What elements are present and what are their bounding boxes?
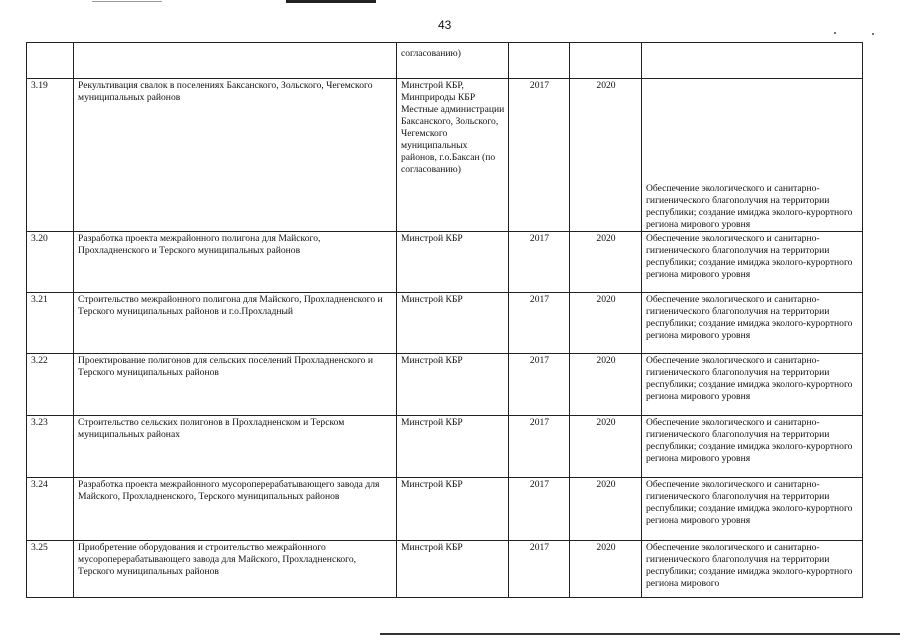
scan-artifact-bottom bbox=[380, 633, 900, 635]
row-activity: Строительство сельских полигонов в Прохладненском и Терском муниципальных районах bbox=[74, 416, 397, 478]
cell-end-year bbox=[570, 43, 642, 79]
table-row bbox=[27, 416, 863, 478]
row-number: 3.19 bbox=[27, 79, 74, 232]
table-row bbox=[27, 79, 863, 232]
row-executor: Минстрой КБР bbox=[397, 416, 509, 478]
cell-result bbox=[642, 43, 863, 79]
row-activity: Разработка проекта межрайонного полигона для Майского, Прохладненского и Терского муниципальных районов bbox=[74, 232, 397, 293]
row-activity: Рекультивация свалок в поселениях Баксанского, Зольского, Чегемского муниципальных районов bbox=[74, 79, 397, 232]
row-executor: Минстрой КБР bbox=[397, 232, 509, 293]
row-result: Обеспечение экологического и санитарно-гигиенического благополучия на территории республики; создание имиджа эколого-курортного региона мирового уровня bbox=[642, 354, 863, 416]
row-start-year: 2017 bbox=[509, 541, 570, 598]
row-end-year: 2020 bbox=[570, 293, 642, 354]
row-start-year: 2017 bbox=[509, 79, 570, 232]
cell-activity bbox=[74, 43, 397, 79]
row-executor: Минстрой КБР bbox=[397, 293, 509, 354]
row-number: 3.24 bbox=[27, 478, 74, 541]
row-start-year: 2017 bbox=[509, 354, 570, 416]
row-result: Обеспечение экологического и санитарно-гигиенического благополучия на территории республики; создание имиджа эколого-курортного региона мирового уровня bbox=[642, 416, 863, 478]
row-result: Обеспечение экологического и санитарно-гигиенического благополучия на территории республики; создание имиджа эколого-курортного региона мирового уровня bbox=[642, 478, 863, 541]
row-executor: Минстрой КБР, Минприроды КБР Местные администрации Баксанского, Зольского, Чегемского муниципальных районов, г.о.Баксан (по согласованию) bbox=[397, 79, 509, 232]
row-result: Обеспечение экологического и санитарно-гигиенического благополучия на территории республики; создание имиджа эколого-курортного региона мирового уровня bbox=[642, 79, 863, 232]
table-row bbox=[27, 354, 863, 416]
row-start-year: 2017 bbox=[509, 232, 570, 293]
row-start-year: 2017 bbox=[509, 293, 570, 354]
row-activity: Проектирование полигонов для сельских поселений Прохладненского и Терского муниципальных районов bbox=[74, 354, 397, 416]
row-number: 3.20 bbox=[27, 232, 74, 293]
table-row bbox=[27, 478, 863, 541]
cell-num bbox=[27, 43, 74, 79]
row-executor: Минстрой КБР bbox=[397, 478, 509, 541]
page-number: 43 bbox=[438, 18, 452, 32]
row-result: Обеспечение экологического и санитарно-гигиенического благополучия на территории республики; создание имиджа эколого-курортного региона мирового уровня bbox=[642, 232, 863, 293]
row-executor: Минстрой КБР bbox=[397, 541, 509, 598]
cell-executor bbox=[397, 43, 509, 79]
scan-artifact-top-left bbox=[92, 1, 162, 2]
row-end-year: 2020 bbox=[570, 416, 642, 478]
cell-start-year bbox=[509, 43, 570, 79]
measures-table bbox=[26, 42, 863, 598]
row-result: Обеспечение экологического и санитарно-гигиенического благополучия на территории республики; создание имиджа эколого-курортного региона мирового уровня bbox=[642, 293, 863, 354]
row-end-year: 2020 bbox=[570, 354, 642, 416]
row-activity: Разработка проекта межрайонного мусороперерабатывающего завода для Майского, Прохладненского, Терского муниципальных районов bbox=[74, 478, 397, 541]
row-number: 3.23 bbox=[27, 416, 74, 478]
table-row bbox=[27, 293, 863, 354]
row-executor: Минстрой КБР bbox=[397, 354, 509, 416]
row-end-year: 2020 bbox=[570, 541, 642, 598]
row-end-year: 2020 bbox=[570, 79, 642, 232]
row-number: 3.21 bbox=[27, 293, 74, 354]
scan-artifact-top bbox=[286, 0, 376, 3]
scan-speck bbox=[834, 32, 836, 34]
row-start-year: 2017 bbox=[509, 416, 570, 478]
row-end-year: 2020 bbox=[570, 232, 642, 293]
executor-text: согласованию) bbox=[401, 48, 461, 59]
row-activity: Приобретение оборудования и строительство межрайонного мусороперерабатывающего завода для Майского, Прохладненского, Терского муниципальных районов bbox=[74, 541, 397, 598]
row-start-year: 2017 bbox=[509, 478, 570, 541]
table-row-continuation bbox=[27, 43, 863, 79]
table-row bbox=[27, 541, 863, 598]
row-number: 3.25 bbox=[27, 541, 74, 598]
row-number: 3.22 bbox=[27, 354, 74, 416]
row-result: Обеспечение экологического и санитарно-гигиенического благополучия на территории республики; создание имиджа эколого-курортного региона мирового bbox=[642, 541, 863, 598]
scan-speck bbox=[872, 33, 874, 35]
table-row bbox=[27, 232, 863, 293]
row-activity: Строительство межрайонного полигона для Майского, Прохладненского и Терского муниципальных районов и г.о.Прохладный bbox=[74, 293, 397, 354]
row-end-year: 2020 bbox=[570, 478, 642, 541]
